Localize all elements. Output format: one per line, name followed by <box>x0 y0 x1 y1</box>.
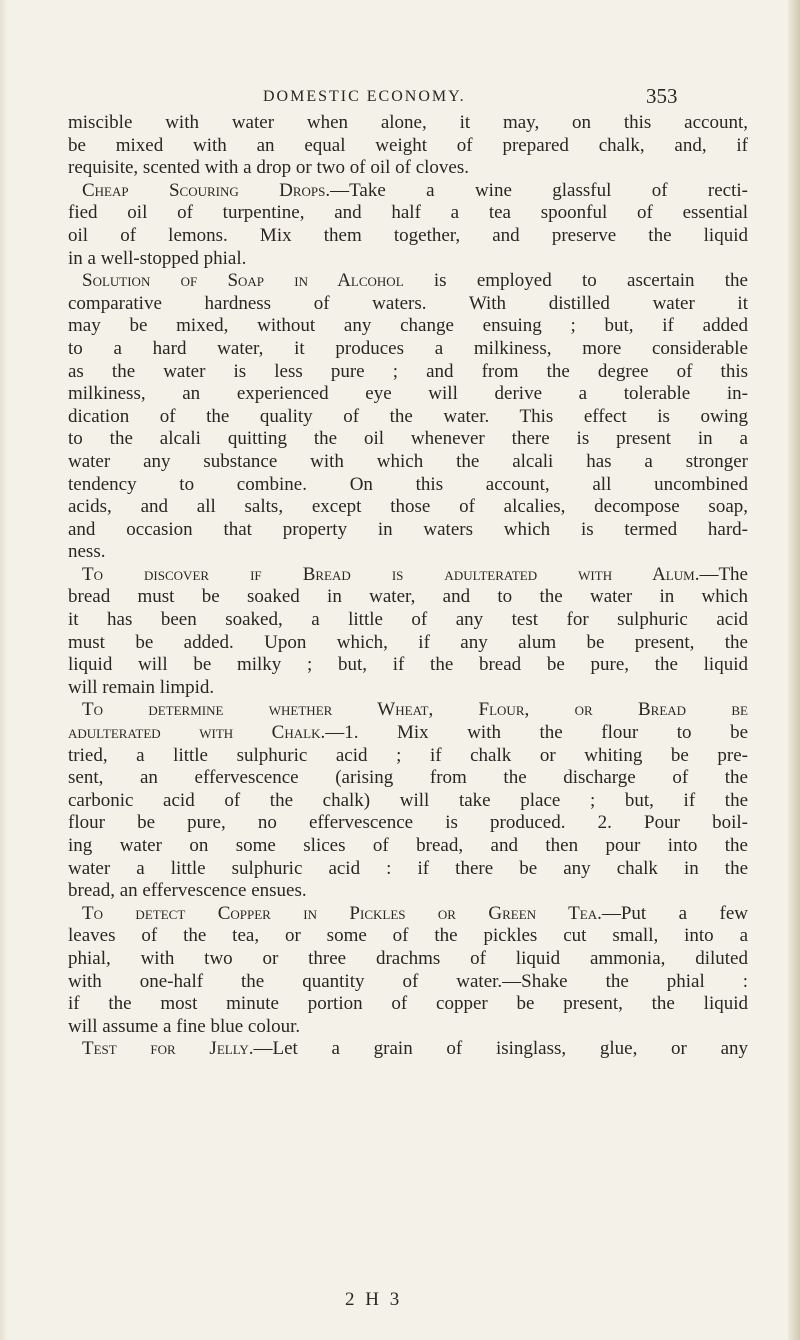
line-text: will remain limpid. <box>68 676 215 698</box>
line-text: water a little sulphuric acid : if there be any chalk in the <box>68 857 748 879</box>
line-text: oil of lemons. Mix them together, and preserve the liquid <box>68 224 748 246</box>
text-line <box>68 541 748 564</box>
text-line <box>68 1016 748 1039</box>
section-heading: Cheap Scouring Drops. <box>82 179 331 201</box>
section-heading: adulterated with Chalk. <box>68 722 326 744</box>
text-line <box>68 767 748 790</box>
line-text: flour be pure, no effervescence is produced. 2. Pour boil- <box>68 812 748 834</box>
text-line <box>68 293 748 316</box>
text-line <box>68 428 748 451</box>
text-line <box>68 609 748 632</box>
line-text: to a hard water, it produces a milkiness, more considerable <box>68 337 748 359</box>
text-line <box>68 180 748 203</box>
line-text: —Let a grain of isinglass, glue, or any <box>253 1038 748 1060</box>
line-text: dication of the quality of the water. This effect is owing <box>68 405 748 427</box>
line-text: water any substance with which the alcali has a stronger <box>68 450 748 472</box>
text-line <box>68 496 748 519</box>
text-line <box>68 225 748 248</box>
line-text: bread, an effervescence ensues. <box>68 880 307 902</box>
text-line <box>68 812 748 835</box>
text-line <box>68 383 748 406</box>
line-text: if the most minute portion of copper be present, the liquid <box>68 993 748 1015</box>
text-line <box>68 451 748 474</box>
text-line <box>68 948 748 971</box>
line-text: ing water on some slices of bread, and then pour into the <box>68 835 748 856</box>
text-line <box>68 474 748 497</box>
text-line <box>68 722 748 745</box>
line-text: ness. <box>68 541 106 563</box>
line-text: is employed to ascertain the <box>403 270 748 292</box>
page-edge-shadow <box>0 0 8 1340</box>
line-text: —The <box>699 563 748 585</box>
text-line <box>68 315 748 338</box>
line-text: and occasion that property in waters which is termed hard- <box>68 518 748 540</box>
running-head: DOMESTIC ECONOMY. <box>263 88 466 105</box>
text-line <box>68 586 748 609</box>
line-text: may be mixed, without any change ensuing ; but, if added <box>68 315 748 337</box>
text-line <box>68 903 748 926</box>
section-heading: To discover if Bread is adulterated with Alum. <box>82 563 700 585</box>
text-line <box>68 112 748 135</box>
signature-mark: 2 H 3 <box>345 1289 403 1310</box>
text-line <box>68 406 748 429</box>
line-text: —Take a wine glassful of recti- <box>330 179 748 201</box>
line-text: sent, an effervescence (arising from the discharge of the <box>68 767 748 789</box>
text-line <box>68 135 748 158</box>
text-line <box>68 270 748 293</box>
text-line <box>68 338 748 361</box>
page-header <box>0 80 800 110</box>
text-line <box>68 880 748 903</box>
text-line <box>68 202 748 225</box>
line-text: —1. Mix with the flour to be <box>325 722 748 744</box>
section-heading: To determine whether Wheat, Flour, or Bread be <box>82 699 748 721</box>
line-text: as the water is less pure ; and from the degree of this <box>68 360 748 382</box>
line-text: will assume a fine blue colour. <box>68 1015 301 1037</box>
text-line <box>68 632 748 655</box>
line-text: phial, with two or three drachms of liquid ammonia, diluted <box>68 947 748 969</box>
page-gutter <box>788 0 800 1340</box>
text-line <box>68 925 748 948</box>
text-line <box>68 993 748 1016</box>
line-text: it has been soaked, a little of any test for sulphuric acid <box>68 609 748 631</box>
line-text: leaves of the tea, or some of the pickles cut small, into a <box>68 925 748 947</box>
text-line <box>68 677 748 700</box>
line-text: liquid will be milky ; but, if the bread be pure, the liquid <box>68 654 748 676</box>
text-line <box>68 248 748 271</box>
line-text: carbonic acid of the chalk) will take place ; but, if the <box>68 789 748 811</box>
line-text: bread must be soaked in water, and to the water in which <box>68 586 748 608</box>
text-line <box>68 1038 748 1061</box>
line-text: be mixed with an equal weight of prepared chalk, and, if <box>68 134 748 156</box>
text-line <box>68 157 748 180</box>
line-text: must be added. Upon which, if any alum be present, the <box>68 631 748 653</box>
line-text: requisite, scented with a drop or two of oil of cloves. <box>68 157 470 179</box>
line-text: fied oil of turpentine, and half a tea spoonful of essential <box>68 202 748 224</box>
text-line <box>68 699 748 722</box>
text-line <box>68 790 748 813</box>
section-heading: Test for Jelly. <box>82 1038 254 1060</box>
section-heading: Solution of Soap in Alcohol <box>82 270 404 292</box>
line-text: miscible with water when alone, it may, on this account, <box>68 112 748 133</box>
text-line <box>68 835 748 858</box>
text-line <box>68 971 748 994</box>
line-text: milkiness, an experienced eye will derive a tolerable in- <box>68 383 748 405</box>
line-text: —Put a few <box>601 902 748 924</box>
line-text: tried, a little sulphuric acid ; if chalk or whiting be pre- <box>68 744 748 766</box>
line-text: tendency to combine. On this account, all uncombined <box>68 473 748 495</box>
section-heading: To detect Copper in Pickles or Green Tea. <box>82 902 602 924</box>
text-line <box>68 745 748 768</box>
line-text: acids, and all salts, except those of alcalies, decompose soap, <box>68 496 748 518</box>
text-line <box>68 361 748 384</box>
text-line <box>68 519 748 542</box>
line-text: to the alcali quitting the oil whenever there is present in a <box>68 428 748 450</box>
page-number: 353 <box>646 84 678 108</box>
text-line <box>68 654 748 677</box>
text-line <box>68 564 748 587</box>
line-text: comparative hardness of waters. With distilled water it <box>68 292 748 314</box>
body-text <box>68 112 748 1061</box>
text-line <box>68 858 748 881</box>
line-text: in a well-stopped phial. <box>68 247 247 269</box>
line-text: with one-half the quantity of water.—Shake the phial : <box>68 970 748 992</box>
